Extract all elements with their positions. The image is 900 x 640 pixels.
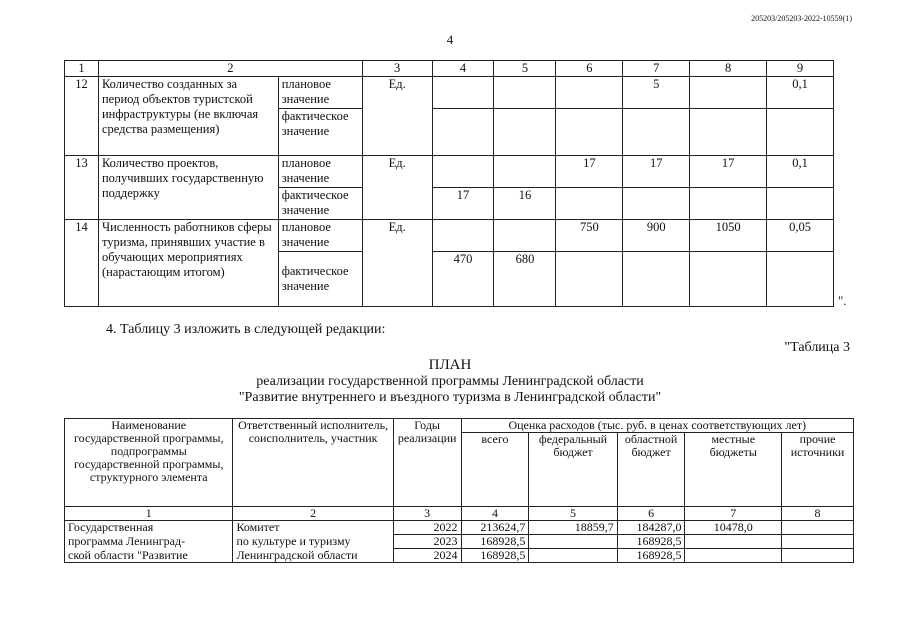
responsible: Комитет	[233, 521, 393, 535]
table-row	[65, 220, 834, 252]
planned-label: плановое значение	[278, 220, 362, 252]
value-cell	[556, 252, 623, 307]
value-cell: 900	[623, 220, 690, 252]
indicator-name: Количество созданных за период объектов туристской инфраструктуры (не включая средства размещения)	[98, 77, 278, 156]
header-cell: Годы реализации	[393, 419, 461, 507]
year-cell: 2022	[393, 521, 461, 535]
local-cell	[685, 549, 782, 563]
row-number: 12	[65, 77, 99, 156]
plan-subtitle: реализации государственной программы Ленинградской области	[256, 374, 644, 389]
page-number: 4	[446, 32, 454, 47]
value-cell	[623, 252, 690, 307]
table-label: "Таблица 3	[784, 340, 850, 355]
plan-title: ПЛАН	[428, 357, 472, 373]
value-cell: 0,1	[767, 156, 834, 188]
header-cell: 1	[65, 61, 99, 77]
total-cell: 168928,5	[461, 535, 529, 549]
index-cell: 5	[529, 507, 617, 521]
value-cell: 17	[556, 156, 623, 188]
table-header-row	[65, 61, 834, 77]
value-cell	[494, 77, 556, 109]
value-cell	[494, 220, 556, 252]
index-cell: 8	[782, 507, 854, 521]
value-cell	[556, 77, 623, 109]
value-cell	[767, 252, 834, 307]
header-cell: 4	[432, 61, 494, 77]
local-cell: 10478,0	[685, 521, 782, 535]
year-cell: 2024	[393, 549, 461, 563]
value-cell: 17	[623, 156, 690, 188]
plan-subtitle-program: "Развитие внутреннего и въездного туризма в Ленинградской области"	[238, 390, 662, 405]
index-row	[65, 507, 854, 521]
value-cell	[690, 188, 767, 220]
value-cell	[767, 109, 834, 156]
value-cell	[767, 188, 834, 220]
value-cell: 17	[432, 188, 494, 220]
header-cell: Оценка расходов (тыс. руб. в ценах соответствующих лет)	[461, 419, 853, 433]
document-id: 205203/205203-2022-10559(1)	[751, 14, 852, 23]
value-cell	[494, 156, 556, 188]
value-cell: 0,1	[767, 77, 834, 109]
header-cell: 9	[767, 61, 834, 77]
indicators-table	[64, 60, 834, 307]
federal-cell	[529, 549, 617, 563]
header-cell: областной бюджет	[617, 433, 685, 507]
regional-cell: 184287,0	[617, 521, 685, 535]
header-cell: 3	[362, 61, 432, 77]
table-row	[65, 521, 854, 535]
value-cell	[623, 188, 690, 220]
header-cell: Ответственный исполнитель, соисполнитель, участник	[233, 419, 393, 507]
value-cell: 470	[432, 252, 494, 307]
actual-label: фактическое значение	[278, 252, 362, 307]
responsible: Ленинградской области	[233, 549, 393, 563]
federal-cell: 18859,7	[529, 521, 617, 535]
other-cell	[782, 521, 854, 535]
table-row	[65, 156, 834, 188]
value-cell	[623, 109, 690, 156]
unit: Ед.	[362, 156, 432, 220]
header-cell: Наименование государственной программы, подпрограммы государственной программы, структурного элемента	[65, 419, 233, 507]
plan-table	[64, 418, 854, 563]
header-cell: местные бюджеты	[685, 433, 782, 507]
row-number: 13	[65, 156, 99, 220]
index-cell: 4	[461, 507, 529, 521]
value-cell	[432, 156, 494, 188]
value-cell	[690, 252, 767, 307]
program-name: программа Ленинград-	[65, 535, 233, 549]
regional-cell: 168928,5	[617, 549, 685, 563]
total-cell: 213624,7	[461, 521, 529, 535]
value-cell	[690, 77, 767, 109]
value-cell	[432, 77, 494, 109]
federal-cell	[529, 535, 617, 549]
index-cell: 2	[233, 507, 393, 521]
planned-label: плановое значение	[278, 77, 362, 109]
value-cell	[690, 109, 767, 156]
program-name: Государственная	[65, 521, 233, 535]
actual-label: фактическое значение	[278, 109, 362, 156]
amendment-point: 4. Таблицу 3 изложить в следующей редакции:	[106, 322, 386, 337]
header-cell: всего	[461, 433, 529, 507]
row-number: 14	[65, 220, 99, 307]
table-row	[65, 535, 854, 549]
value-cell	[432, 220, 494, 252]
other-cell	[782, 535, 854, 549]
value-cell: 0,05	[767, 220, 834, 252]
index-cell: 7	[685, 507, 782, 521]
header-cell: прочие источники	[782, 433, 854, 507]
value-cell	[494, 109, 556, 156]
actual-label: фактическое значение	[278, 188, 362, 220]
responsible: по культуре и туризму	[233, 535, 393, 549]
header-cell: федеральный бюджет	[529, 433, 617, 507]
closing-quote: ".	[838, 293, 847, 308]
value-cell: 750	[556, 220, 623, 252]
total-cell: 168928,5	[461, 549, 529, 563]
value-cell	[556, 188, 623, 220]
indicator-name: Численность работников сферы туризма, принявших участие в обучающих мероприятиях (нарастающим итогом)	[98, 220, 278, 307]
program-name: ской области "Развитие	[65, 549, 233, 563]
value-cell: 680	[494, 252, 556, 307]
table-row	[65, 77, 834, 109]
header-cell: 6	[556, 61, 623, 77]
local-cell	[685, 535, 782, 549]
table-header-row	[65, 419, 854, 433]
value-cell: 17	[690, 156, 767, 188]
value-cell	[556, 109, 623, 156]
table-row	[65, 549, 854, 563]
header-cell: 2	[98, 61, 362, 77]
value-cell: 5	[623, 77, 690, 109]
value-cell: 16	[494, 188, 556, 220]
regional-cell: 168928,5	[617, 535, 685, 549]
indicator-name: Количество проектов, получивших государственную поддержку	[98, 156, 278, 220]
value-cell: 1050	[690, 220, 767, 252]
header-cell: 7	[623, 61, 690, 77]
year-cell: 2023	[393, 535, 461, 549]
header-cell: 8	[690, 61, 767, 77]
index-cell: 6	[617, 507, 685, 521]
header-cell: 5	[494, 61, 556, 77]
other-cell	[782, 549, 854, 563]
unit: Ед.	[362, 220, 432, 307]
value-cell	[432, 109, 494, 156]
index-cell: 3	[393, 507, 461, 521]
unit: Ед.	[362, 77, 432, 156]
planned-label: плановое значение	[278, 156, 362, 188]
index-cell: 1	[65, 507, 233, 521]
